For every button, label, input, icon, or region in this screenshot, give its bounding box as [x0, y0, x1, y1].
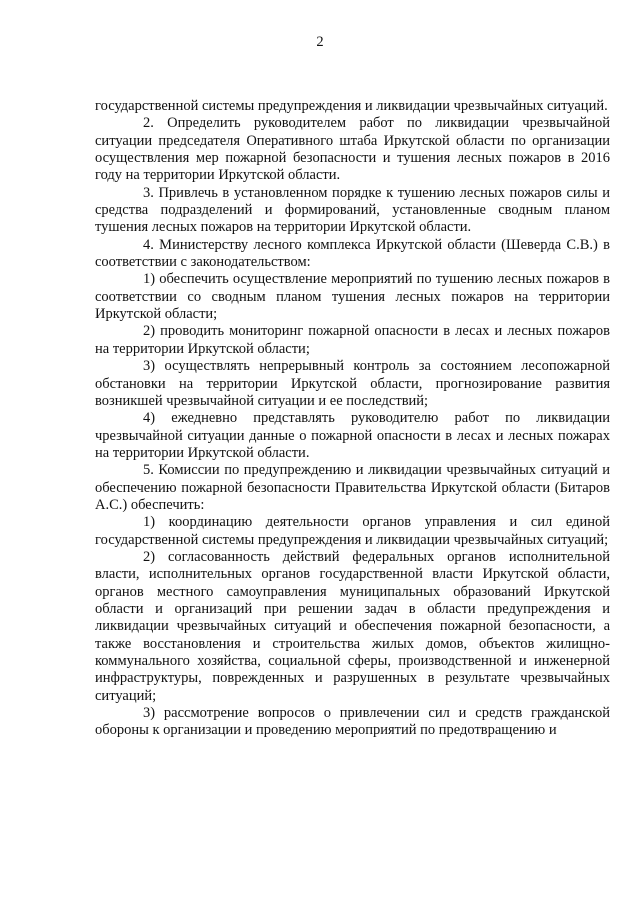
- paragraph-item-4-4: 4) ежедневно представлять руководителю работ по ликвидации чрезвычайной ситуации данные о пожарной опасности в лесах и лесных пожарах на территории Иркутской области.: [95, 410, 610, 461]
- paragraph-item-4: 4. Министерству лесного комплекса Иркутской области (Шеверда С.В.) в соответствии с законодательством:: [95, 236, 610, 271]
- page-number: 2: [316, 34, 324, 50]
- paragraph-item-4-3: 3) осуществлять непрерывный контроль за состоянием лесопожарной обстановки на территории Иркутской области, прогнозирование развития возникшей чрезвычайной ситуации и ее последствий;: [95, 358, 610, 409]
- paragraph-item-5-1: 1) координацию деятельности органов управления и сил единой государственной системы предупреждения и ликвидации чрезвычайных ситуаций;: [95, 514, 610, 548]
- paragraph-item-5: 5. Комиссии по предупреждению и ликвидации чрезвычайных ситуаций и обеспечению пожарной безопасности Правительства Иркутской области (Битаров А.С.) обеспечить:: [95, 462, 610, 513]
- paragraph-item-4-1: 1) обеспечить осуществление мероприятий по тушению лесных пожаров в соответствии со сводным планом тушения лесных пожаров на территории Иркутской области;: [95, 271, 610, 323]
- paragraph-item-5-2: 2) согласованность действий федеральных органов исполнительной власти, исполнительных органов государственной власти Иркутской области, органов местного самоуправления муниципальных образований Иркутской области и организаций при решении задач в области предупреждения и ликвидации чрезвычайных ситуаций и обеспечения пожарной безопасности, а также восстановления и строительства жилых домов, объектов жилищно-коммунального хозяйства, социальной сферы, производственной и инженерной инфраструктуры, поврежденных и разрушенных в результате чрезвычайных ситуаций;: [95, 548, 610, 704]
- paragraph-item-5-3: 3) рассмотрение вопросов о привлечении сил и средств гражданской обороны к организации и проведению мероприятий по предотвращению и: [95, 705, 610, 739]
- paragraph-continuation: государственной системы предупреждения и ликвидации чрезвычайных ситуаций.: [95, 98, 608, 114]
- paragraph-item-4-2: 2) проводить мониторинг пожарной опасности в лесах и лесных пожаров на территории Иркутской области;: [95, 323, 610, 357]
- paragraph-item-2: 2. Определить руководителем работ по ликвидации чрезвычайной ситуации председателя Оперативного штаба Иркутской области по организации осуществления мер пожарной безопасности и тушения лесных пожаров в 2016 году на территории Иркутской области.: [95, 115, 610, 184]
- paragraph-item-3: 3. Привлечь в установленном порядке к тушению лесных пожаров силы и средства подразделений и формирований, установленные сводным планом тушения лесных пожаров на территории Иркутской области.: [95, 184, 610, 236]
- document-body: [95, 98, 610, 740]
